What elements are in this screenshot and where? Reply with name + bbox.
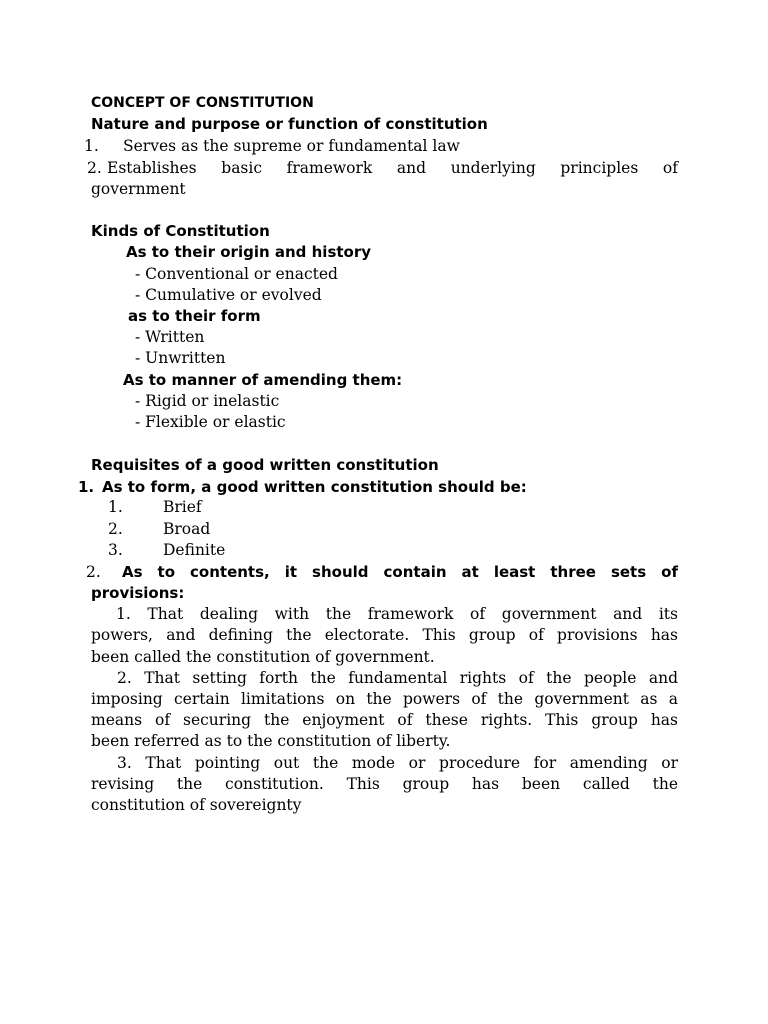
form-item-1-text: Brief xyxy=(163,498,202,516)
kind-amending-item-2: - Flexible or elastic xyxy=(135,413,286,431)
kind-amending-item-1: - Rigid or inelastic xyxy=(135,392,280,410)
contents-item-1-line3: been called the constitution of government. xyxy=(91,648,435,666)
contents-heading-line1: As to contents, it should contain at least three sets of xyxy=(122,563,678,581)
form-item-3-number: 3. xyxy=(108,541,123,559)
contents-item-3-line1: 3. That pointing out the mode or procedure for amending or xyxy=(117,754,678,772)
document-title: CONCEPT OF CONSTITUTION xyxy=(91,95,314,111)
form-heading: As to form, a good written constitution should be: xyxy=(102,478,527,496)
kind-origin-item-2: - Cumulative or evolved xyxy=(135,286,322,304)
form-item-2-number: 2. xyxy=(108,520,123,538)
form-item-2-text: Broad xyxy=(163,520,211,538)
contents-item-1-line2: powers, and defining the electorate. This group of provisions has xyxy=(91,626,678,644)
kind-amending-heading: As to manner of amending them: xyxy=(123,371,403,389)
nature-item-2-number: 2. xyxy=(87,159,102,177)
nature-item-1-text: Serves as the supreme or fundamental law xyxy=(123,137,460,155)
form-number: 1. xyxy=(78,478,95,496)
nature-item-2-text-line2: government xyxy=(91,180,186,198)
contents-item-2-line1: 2. That setting forth the fundamental rights of the people and xyxy=(117,669,678,687)
requisites-heading: Requisites of a good written constitution xyxy=(91,456,439,474)
nature-item-1-number: 1. xyxy=(84,137,99,155)
form-item-1-number: 1. xyxy=(108,498,123,516)
contents-item-2-line3: means of securing the enjoyment of these rights. This group has xyxy=(91,711,678,729)
kinds-heading: Kinds of Constitution xyxy=(91,222,270,240)
form-item-3-text: Definite xyxy=(163,541,226,559)
contents-item-3-line3: constitution of sovereignty xyxy=(91,796,302,814)
contents-item-2-line4: been referred as to the constitution of liberty. xyxy=(91,732,451,750)
kind-form-heading: as to their form xyxy=(128,307,261,325)
kind-form-item-1: - Written xyxy=(135,328,205,346)
contents-item-3-line2: revising the constitution. This group has been called the xyxy=(91,775,678,793)
contents-item-2-line2: imposing certain limitations on the powers of the government as a xyxy=(91,690,678,708)
contents-heading-line2: provisions: xyxy=(91,584,185,602)
nature-heading: Nature and purpose or function of constitution xyxy=(91,115,488,133)
nature-item-2-text-line1: Establishes basic framework and underlying principles of xyxy=(107,159,678,177)
contents-number: 2. xyxy=(86,563,101,581)
kind-origin-item-1: - Conventional or enacted xyxy=(135,265,338,283)
contents-item-1-line1: 1. That dealing with the framework of government and its xyxy=(116,605,678,623)
kind-origin-heading: As to their origin and history xyxy=(126,243,372,261)
kind-form-item-2: - Unwritten xyxy=(135,349,226,367)
